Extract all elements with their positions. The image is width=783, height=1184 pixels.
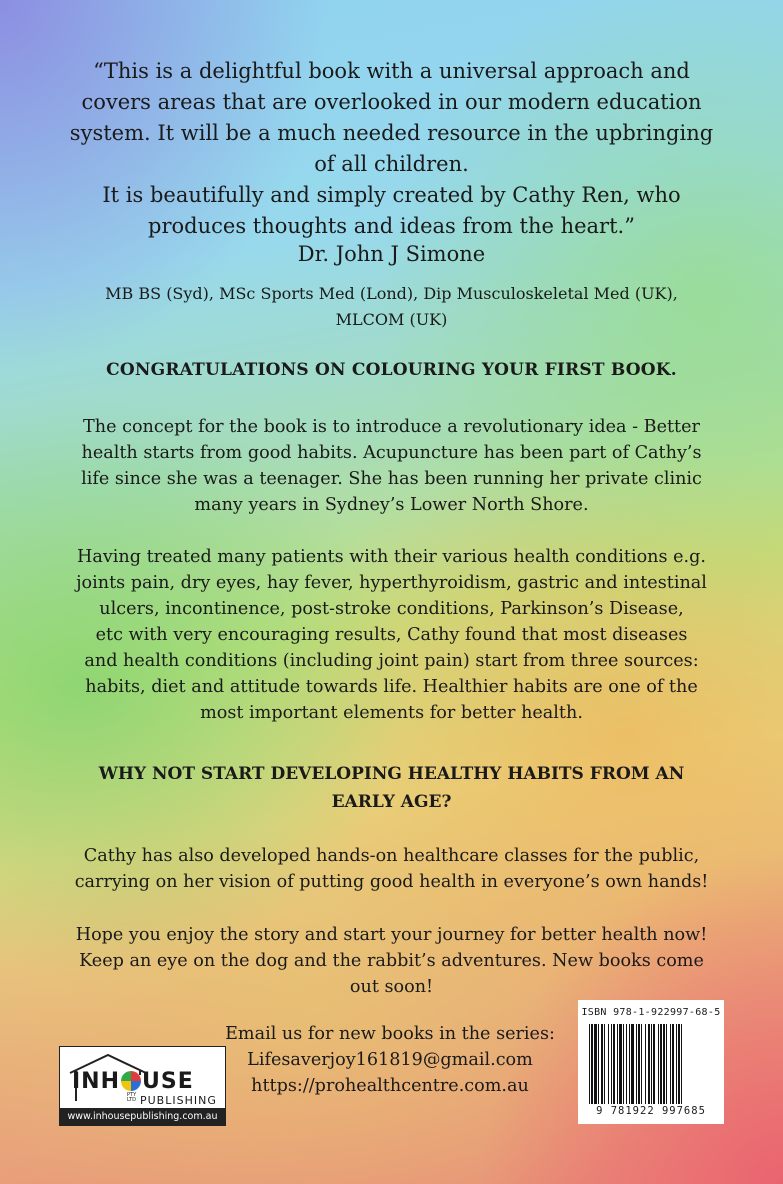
barcode-bar [611,1024,612,1104]
paragraph-line: and health conditions (including joint pain) start from three sources: [84,651,699,671]
publisher-logo [59,1046,226,1126]
quote-line: It is beautifully and simply created by Cathy Ren, who [102,183,681,207]
paragraph-line: habits, diet and attitude towards life. Healthier habits are one of the [85,677,698,697]
barcode-bar [594,1024,597,1104]
barcode-bar [651,1024,652,1104]
barcode-bar [619,1024,622,1104]
barcode-bar [591,1024,593,1104]
barcode-digits: 9 781922 997685 [596,1105,706,1117]
contact-website: https://prohealthcentre.com.au [251,1076,529,1096]
contact-email: Lifesaverjoy161819@gmail.com [247,1050,533,1070]
barcode-bar [641,1024,642,1104]
paragraph-line: Cathy has also developed hands-on healthcare classes for the public, [83,846,700,866]
contact-intro: Email us for new books in the series: [225,1024,555,1044]
barcode-bar [672,1024,674,1104]
quote-line: “This is a delightful book with a universal approach and [93,59,690,83]
barcode-bar [617,1024,618,1104]
paragraph-line: Hope you enjoy the story and start your journey for better health now! [75,925,708,945]
barcode-bar [629,1024,630,1104]
barcode-bar [645,1024,646,1104]
barcode-bar [631,1024,634,1104]
publisher-name-h: H [100,1069,121,1094]
barcode-bar [663,1024,665,1104]
barcode-bar [648,1024,650,1104]
ltd-text: LTD [127,1097,137,1103]
barcode-bar [676,1024,677,1104]
barcode-bar [623,1024,624,1104]
congratulations-heading: CONGRATULATIONS ON COLOURING YOUR FIRST BOOK. [106,360,677,380]
treatment-paragraph [0,544,783,726]
pty-text: PTY [127,1092,137,1098]
publisher-name-use: USE [142,1069,194,1094]
barcode-bar [666,1024,667,1104]
barcode-bar [670,1024,671,1104]
paragraph-line: The concept for the book is to introduce a revolutionary idea - Better [83,417,700,437]
paragraph-line: out soon! [349,977,434,997]
quote-line: system. It will be a much needed resource in the upbringing [69,121,714,145]
barcode-bar [626,1024,627,1104]
paragraph-line: joints pain, dry eyes, hay fever, hyperthyroidism, gastric and intestinal [76,573,707,593]
paragraph-line: Keep an eye on the dog and the rabbit’s adventures. New books come [79,951,704,971]
paragraph-line: Having treated many patients with their various health conditions e.g. [77,547,706,567]
credentials-line: MB BS (Syd), MSc Sports Med (Lond), Dip Musculoskeletal Med (UK), [105,284,678,303]
concept-paragraph [0,414,783,518]
contact-info [200,1021,580,1099]
publisher-url: www.inhousepublishing.com.au [60,1108,225,1125]
credentials-line: MLCOM (UK) [335,310,448,329]
quote-line: produces thoughts and ideas from the heart.” [148,214,635,238]
healthy-habits-heading [0,760,783,816]
barcode-bar [678,1024,680,1104]
publisher-name [72,1069,194,1094]
barcode-bar [613,1024,615,1104]
publisher-name-in: IN [72,1069,101,1094]
barcode-bar [638,1024,640,1104]
endorsement-quote [0,56,783,242]
barcode-bar [653,1024,655,1104]
closing-paragraph [0,922,783,1000]
barcode-bar [660,1024,662,1104]
publishing-label: PUBLISHING [140,1094,217,1107]
paragraph-line: many years in Sydney’s Lower North Shore. [194,495,589,515]
barcode-bar [658,1024,659,1104]
heading-line: EARLY AGE? [331,792,452,812]
barcode-bar [598,1024,599,1104]
paragraph-line: life since she was a teenager. She has been running her private clinic [81,469,702,489]
barcode-bar [681,1024,682,1104]
paragraph-line: carrying on her vision of putting good health in everyone’s own hands! [74,872,709,892]
heading-line: WHY NOT START DEVELOPING HEALTHY HABITS FROM AN [98,764,685,784]
pty-ltd-mark [127,1093,136,1103]
paragraph-line: ulcers, incontinence, post-stroke conditions, Parkinson’s Disease, [99,599,684,619]
author-credentials [0,281,783,333]
quote-line: of all children. [314,152,469,176]
paragraph-line: etc with very encouraging results, Cathy found that most diseases [95,625,688,645]
paragraph-line: most important elements for better health. [200,703,583,723]
barcode-bar [604,1024,605,1104]
isbn-barcode [578,1000,724,1124]
classes-paragraph [0,843,783,895]
barcode-bar [636,1024,637,1104]
paragraph-line: health starts from good habits. Acupuncture has been part of Cathy’s [81,443,702,463]
color-wheel-icon [121,1071,141,1091]
barcode-bars [588,1024,714,1104]
quote-author: Dr. John J Simone [297,242,486,266]
isbn-label: ISBN 978-1-922997-68-5 [581,1007,721,1018]
quote-line: covers areas that are overlooked in our modern education [81,90,702,114]
barcode-bar [601,1024,603,1104]
barcode-bar [589,1024,590,1104]
barcode-bar [608,1024,609,1104]
